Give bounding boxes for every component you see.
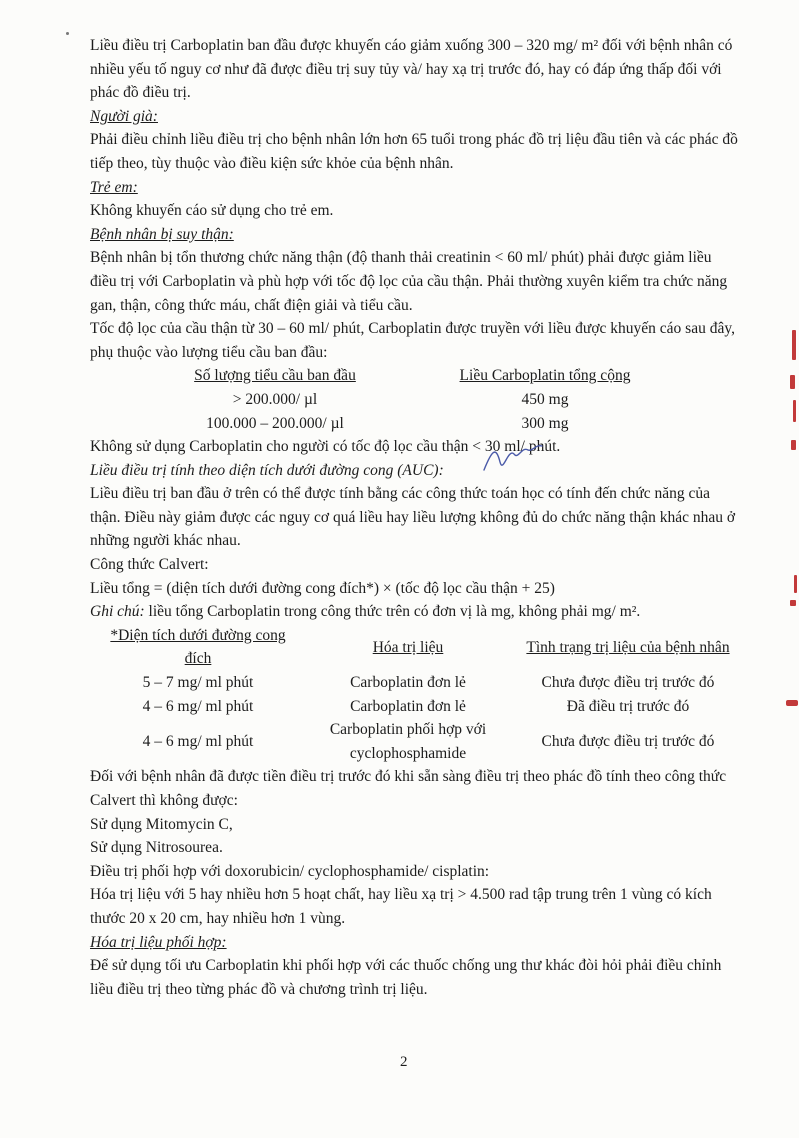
- table-cell: > 200.000/ µl: [232, 390, 318, 408]
- paragraph-combination: Để sử dụng tối ưu Carboplatin khi phối hợp với các thuốc chống ung thư khác đòi hỏi phải điều chỉnh liều điều trị theo từng phác đồ và chương trình trị liệu.: [90, 957, 722, 998]
- note-text: liều tổng Carboplatin trong công thức trên có đơn vị là mg, không phải mg/ m².: [144, 603, 641, 621]
- table-row: [145, 388, 685, 412]
- table-row: [145, 412, 685, 436]
- paragraph-initial-dose: Liều điều trị Carboplatin ban đầu được khuyến cáo giảm xuống 300 – 320 mg/ m² đối với bệnh nhân có nhiều yếu tố nguy cơ như đã được điều trị suy tủy và/ hay xạ trị trước đó, hay có đáp ứng thấp đối với phác đồ điều trị.: [90, 37, 733, 102]
- heading-auc: Liều điều trị tính theo diện tích dưới đường cong (AUC):: [90, 461, 444, 479]
- table-cell: Chưa được điều trị trước đó: [541, 733, 715, 751]
- table-header-row: [98, 624, 738, 671]
- table-cell: 450 mg: [521, 390, 569, 408]
- table-cell: 100.000 – 200.000/ µl: [206, 414, 344, 432]
- table-header: Hóa trị liệu: [372, 638, 444, 656]
- table-header: Tình trạng trị liệu của bệnh nhân: [526, 638, 730, 656]
- table-cell: Đã điều trị trước đó: [566, 697, 690, 715]
- paragraph-children: Không khuyến cáo sử dụng cho trẻ em.: [90, 202, 334, 220]
- signature-mark: [478, 440, 548, 480]
- heading-children: Trẻ em:: [90, 178, 138, 196]
- list-item: Hóa trị liệu với 5 hay nhiều hơn 5 hoạt chất, hay liều xạ trị > 4.500 rad tập trung trên 1 vùng có kích thước 20 x 20 cm, hay nhiều hơn 1 vùng.: [90, 886, 712, 927]
- table-row: [98, 718, 738, 765]
- list-item: Điều trị phối hợp với doxorubicin/ cyclophosphamide/ cisplatin:: [90, 862, 490, 880]
- table-cell: 4 – 6 mg/ ml phút: [142, 733, 254, 751]
- table-row: [98, 671, 738, 695]
- table-cell: 4 – 6 mg/ ml phút: [142, 697, 254, 715]
- note-label: Ghi chú:: [90, 603, 145, 621]
- note-line: [90, 600, 740, 624]
- paragraph-elderly: Phải điều chỉnh liều điều trị cho bệnh nhân lớn hơn 65 tuổi trong phác đồ trị liệu đầu tiên và các phác đồ tiếp theo, tùy thuộc vào điều kiện sức khỏe của bệnh nhân.: [90, 131, 738, 172]
- paragraph-renal-2: Tốc độ lọc của cầu thận từ 30 – 60 ml/ phút, Carboplatin được truyền với liều được khuyến cáo sau đây, phụ thuộc vào lượng tiểu cầu ban đầu:: [90, 320, 735, 361]
- page-number: 2: [400, 1054, 408, 1070]
- paragraph-renal-3: Không sử dụng Carboplatin cho người có tốc độ lọc cầu thận < 30 ml/ phút.: [90, 438, 561, 456]
- table-cell: Carboplatin phối hợp với cyclophosphamide: [329, 721, 487, 762]
- auc-table: [98, 624, 738, 766]
- table-row: [98, 695, 738, 719]
- scan-speck: [66, 32, 69, 35]
- stamp-edge-marks: [772, 330, 799, 730]
- table-cell: 300 mg: [521, 414, 569, 432]
- table-header: *Diện tích dưới đường cong đích: [110, 626, 286, 668]
- list-item: Sử dụng Nitrosourea.: [90, 839, 223, 857]
- heading-renal: Bệnh nhân bị suy thận:: [90, 225, 234, 243]
- document-body: [90, 34, 740, 1001]
- table-cell: Carboplatin đơn lẻ: [350, 674, 466, 692]
- table-header-row: [145, 364, 685, 388]
- table-cell: 5 – 7 mg/ ml phút: [142, 674, 254, 692]
- table-header: Liều Carboplatin tổng cộng: [459, 367, 631, 385]
- calvert-title: Công thức Calvert:: [90, 556, 209, 574]
- heading-combination: Hóa trị liệu phối hợp:: [90, 933, 227, 951]
- calvert-formula: Liều tổng = (diện tích dưới đường cong đích*) × (tốc độ lọc cầu thận + 25): [90, 579, 555, 597]
- paragraph-renal-1: Bệnh nhân bị tổn thương chức năng thận (độ thanh thải creatinin < 60 ml/ phút) phải được giảm liều điều trị với Carboplatin và phù hợp với tốc độ lọc của cầu thận. Phải thường xuyên kiểm tra chức năng gan, thận, công thức máu, chất điện giải và tiểu cầu.: [90, 249, 728, 314]
- table-cell: Carboplatin đơn lẻ: [350, 697, 466, 715]
- paragraph-calvert-exclusions: Đối với bệnh nhân đã được tiền điều trị trước đó khi sẵn sàng điều trị theo phác đồ tính theo công thức Calvert thì không được:: [90, 768, 727, 809]
- table-header: Số lượng tiểu cầu ban đầu: [194, 367, 356, 385]
- list-item: Sử dụng Mitomycin C,: [90, 815, 233, 833]
- paragraph-auc: Liều điều trị ban đầu ở trên có thể được tính bằng các công thức toán học có tính đến chức năng của thận. Điều này giảm được các nguy cơ quá liều hay liều lượng không đủ do chức năng thận khác nhau ở những người khác nhau.: [90, 485, 736, 550]
- platelet-dose-table: [145, 364, 685, 435]
- table-cell: Chưa được điều trị trước đó: [541, 674, 715, 692]
- heading-elderly: Người già:: [90, 107, 158, 125]
